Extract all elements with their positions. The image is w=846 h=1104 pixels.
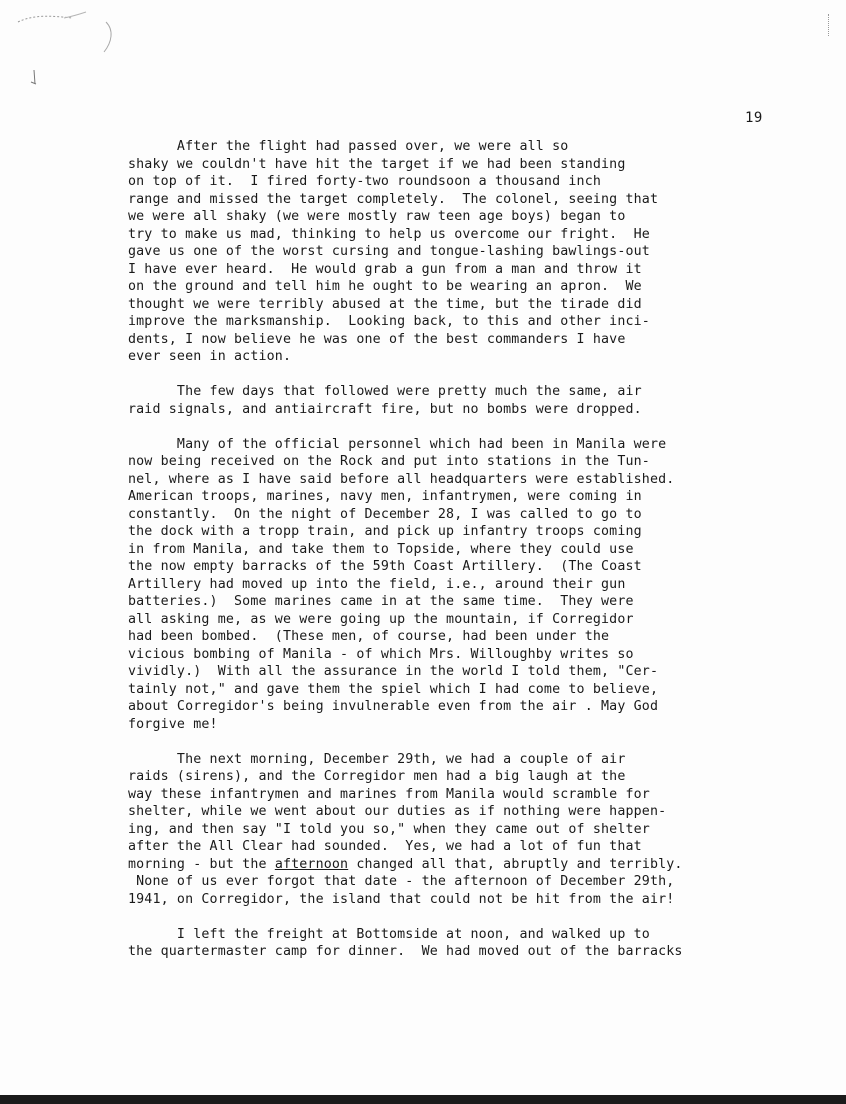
underlined-word: afternoon bbox=[274, 856, 349, 872]
text-line: the quartermaster camp for dinner. We had moved out of the barracks bbox=[128, 944, 683, 959]
text-line: Artillery had moved up into the field, i.e., around their gun bbox=[128, 576, 626, 592]
body-text bbox=[128, 138, 818, 961]
paragraph bbox=[128, 436, 818, 734]
text-line: constantly. On the night of December 28, I was called to go to bbox=[128, 506, 642, 522]
paragraph bbox=[128, 138, 818, 366]
text-line: ing, and then say "I told you so," when they came out of shelter bbox=[128, 821, 650, 837]
text-line: vividly.) With all the assurance in the world I told them, "Cer- bbox=[128, 664, 659, 679]
text-line: the dock with a tropp train, and pick up infantry troops coming bbox=[128, 524, 642, 539]
text-line: gave us one of the worst cursing and tongue-lashing bawlings-out bbox=[128, 244, 650, 259]
text-line: shaky we couldn't have hit the target if we had been standing bbox=[128, 156, 626, 172]
text-line: we were all shaky (we were mostly raw teen age boys) began to bbox=[128, 209, 626, 224]
text-line: on the ground and tell him he ought to be wearing an apron. We bbox=[128, 279, 642, 294]
text-line: tainly not," and gave them the spiel which I had come to believe, bbox=[128, 681, 659, 697]
text-line: about Corregidor's being invulnerable even from the air . May God bbox=[128, 699, 659, 714]
text-line: after the All Clear had sounded. Yes, we had a lot of fun that bbox=[128, 839, 642, 854]
text-line: raid signals, and antiaircraft fire, but no bombs were dropped. bbox=[128, 401, 642, 417]
text-line: raids (sirens), and the Corregidor men had a big laugh at the bbox=[128, 769, 626, 784]
text-line: vicious bombing of Manila - of which Mrs. Willoughby writes so bbox=[128, 646, 634, 662]
text-line: After the flight had passed over, we were all so bbox=[128, 139, 569, 154]
text-line: nel, where as I have said before all headquarters were established. bbox=[128, 471, 675, 487]
margin-tick bbox=[828, 14, 832, 36]
scan-edge-bar bbox=[0, 1095, 846, 1104]
text-line: Many of the official personnel which had been in Manila were bbox=[128, 436, 667, 452]
text-line: 1941, on Corregidor, the island that could not be hit from the air! bbox=[128, 891, 675, 907]
text-line: on top of it. I fired forty-two roundsoon a thousand inch bbox=[128, 174, 602, 189]
paragraph bbox=[128, 383, 818, 418]
text-line-with-underline bbox=[128, 856, 818, 874]
page-number: 19 bbox=[745, 110, 763, 126]
text-line: in from Manila, and take them to Topside, where they could use bbox=[128, 541, 634, 557]
text-line: try to make us mad, thinking to help us overcome our fright. He bbox=[128, 226, 650, 242]
text-line: shelter, while we went about our duties as if nothing were happen- bbox=[128, 804, 667, 819]
text-line: I left the freight at Bottomside at noon, and walked up to bbox=[128, 926, 650, 942]
text-line: forgive me! bbox=[128, 716, 218, 732]
text-line: The next morning, December 29th, we had a couple of air bbox=[128, 751, 626, 767]
text-line: dents, I now believe he was one of the best commanders I have bbox=[128, 331, 626, 347]
text-line: had been bombed. (These men, of course, had been under the bbox=[128, 629, 610, 644]
text-line: I have ever heard. He would grab a gun from a man and throw it bbox=[128, 261, 642, 277]
text-line: thought we were terribly abused at the time, but the tirade did bbox=[128, 296, 642, 312]
text-segment: changed all that, abruptly and terribly. bbox=[348, 856, 683, 872]
text-line: The few days that followed were pretty much the same, air bbox=[128, 384, 642, 399]
text-line: range and missed the target completely. The colonel, seeing that bbox=[128, 191, 659, 207]
text-line: ever seen in action. bbox=[128, 349, 292, 364]
text-line: batteries.) Some marines came in at the same time. They were bbox=[128, 594, 634, 609]
text-line: now being received on the Rock and put into stations in the Tun- bbox=[128, 454, 650, 469]
paragraph bbox=[128, 926, 818, 961]
text-line: the now empty barracks of the 59th Coast Artillery. (The Coast bbox=[128, 559, 642, 574]
text-line: None of us ever forgot that date - the afternoon of December 29th, bbox=[128, 874, 675, 889]
text-line: all asking me, as we were going up the mountain, if Corregidor bbox=[128, 611, 634, 627]
text-line: way these infantrymen and marines from Manila would scramble for bbox=[128, 786, 650, 802]
text-line: improve the marksmanship. Looking back, to this and other inci- bbox=[128, 314, 650, 329]
text-segment: morning - but the bbox=[128, 856, 275, 872]
paragraph bbox=[128, 751, 818, 909]
handwritten-marks bbox=[14, 8, 124, 98]
text-line: American troops, marines, navy men, infantrymen, were coming in bbox=[128, 489, 642, 504]
